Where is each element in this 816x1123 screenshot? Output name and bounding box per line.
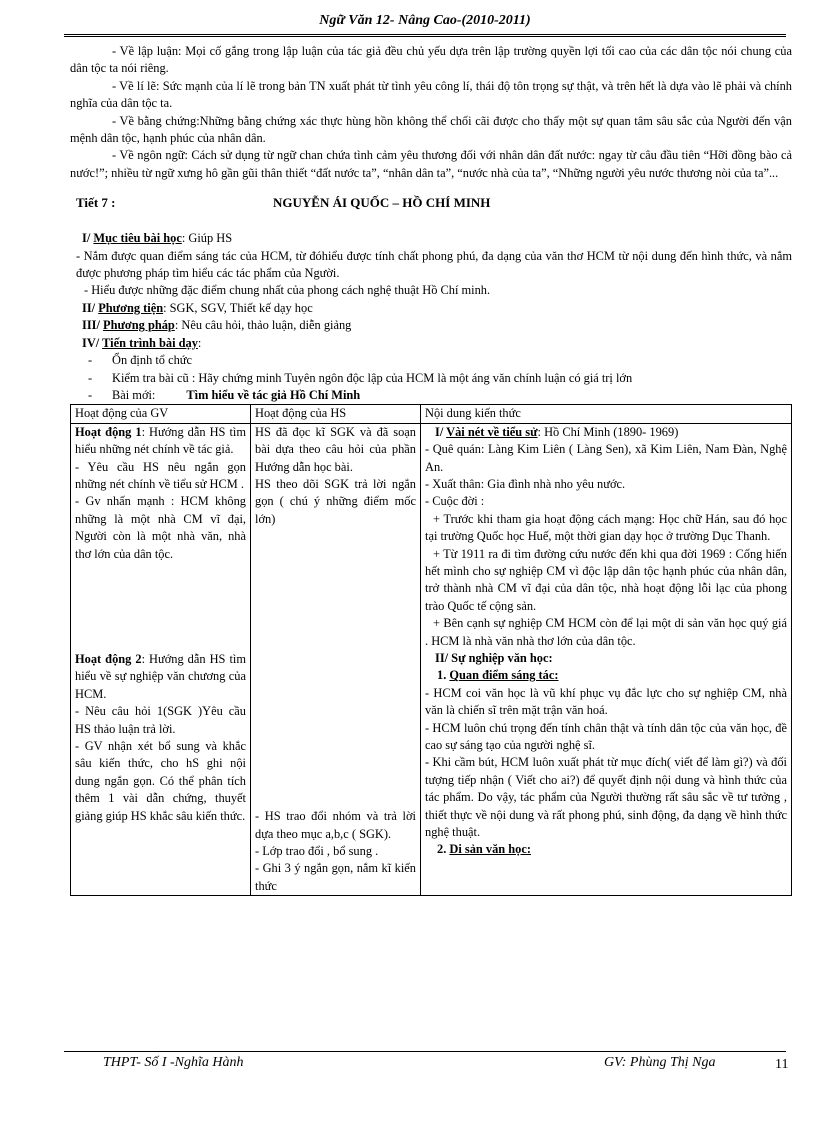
process-steps [70,352,792,404]
content-item: + Trước khi tham gia hoạt động cách mạng: Học chữ Hán, sau đó học tại trường Quốc học Huế, một thời gian dạy học ở trường Dục Thanh. [425,511,787,544]
table-header-row [71,405,792,423]
section-1-heading: I/ Vài nét về tiểu sử: Hồ Chí Minh (1890- 1969) [435,424,679,439]
teacher-activities-cell [71,423,251,895]
student-step: HS đã đọc kĩ SGK và đã soạn bài dựa theo câu hỏi của phần Hướng dẫn học bài. [255,424,416,474]
method-line: III/ Phương pháp: Nêu câu hỏi, thảo luận, diễn giảng [82,318,352,333]
column-header: Hoạt động của GV [71,405,251,423]
teacher-step: - Gv nhấn mạnh : HCM không những là một nhà CM vĩ đại, Người còn là một nhà văn, nhà thơ lớn của dân tộc. [75,494,246,561]
activity-2: Hoạt động 2: Hướng dẫn HS tìm hiểu về sự nghiệp văn chương của HCM. [75,651,246,701]
process-step: - Kiểm tra bài cũ : Hãy chứng minh Tuyên ngôn độc lập của HCM là một áng văn chính luận có giá trị lớn [70,370,792,387]
content-item: - HCM luôn chú trọng đến tính chân thật và tính dân tộc của văn học, đề cao sự sáng tạo của người nghệ sĩ. [425,720,787,753]
content-item: - Cuộc đời : [425,494,485,509]
student-step: - Ghi 3 ý ngắn gọn, nắm kĩ kiến thức [255,861,416,893]
content-item: + Bên cạnh sự nghiệp CM HCM còn để lại một di sản văn học quý giá . HCM là nhà văn nhà thơ lớn của dân tộc. [425,616,787,648]
column-header: Hoạt động của HS [251,405,421,423]
new-lesson-line: - Bài mới: Tìm hiểu về tác giả Hồ Chí Minh [70,387,792,404]
subsection-1-heading: 1. Quan điểm sáng tác: [437,668,559,683]
header-rule [64,34,786,37]
intro-paragraph: - Về ngôn ngữ: Cách sử dụng từ ngữ chan chứa tình cảm yêu thương đối với nhân dân đất nước: ngay từ câu đầu tiên “Hỡi đồng bào cả nước!”; nhiều từ ngữ xưng hô gần gũi thân thiết “đất nước ta”, “nhân dân ta”, “nước nhà của ta”, “Những người yêu nước thương nòi của ta”... [70,148,792,180]
table-row [71,423,792,895]
footer-teacher: GV: Phùng Thị Nga [604,1055,716,1070]
knowledge-content-cell [421,423,792,895]
content-item: - HCM coi văn học là vũ khí phục vụ đắc lực cho sự nghiệp CM, nhà văn là chiến sĩ trên mặt trận văn hoá. [425,685,787,718]
content-item: - Quê quán: Làng Kim Liên ( Làng Sen), xã Kim Liên, Nam Đàn, Nghệ An. [425,442,787,474]
student-step: - HS trao đổi nhóm và trả lời dựa theo mục a,b,c ( SGK). [255,809,416,841]
objective-item: - Nắm được quan điểm sáng tác của HCM, từ đóhiểu được tính chất phong phú, đa dạng của văn thơ HCM từ nội dung đến hình thức, và nắm được phương pháp tìm hiểu các tác phẩm của Người. [76,248,792,281]
process-heading: IV/ Tiến trình bài dạy: [82,335,202,350]
teacher-step: - Yêu cầu HS nêu ngắn gọn những nét chính về tiểu sử HCM . [75,459,246,491]
teacher-step: - GV nhận xét bổ sung và khắc sâu kiến thức, cho hS ghi nội dung ngắn gọn. Có thể phân tích thêm 1 vài dẫn chứng, thuyết giảng giúp HS khắc sâu kiến thức. [75,739,246,823]
intro-paragraph: - Về lập luận: Mọi cố gắng trong lập luận của tác giả đều chủ yếu dựa trên lập trường quyền lợi tối cao của các dân tộc nói chung của dân tộc ta nói riêng. [70,44,792,76]
page-header: Ngữ Văn 12- Nâng Cao-(2010-2011) [319,13,531,28]
content-item: - Xuất thân: Gia đình nhà nho yêu nước. [425,476,626,491]
content-item: - Khi cầm bút, HCM luôn xuất phát từ mục đích( viết để làm gì?) và đối tượng tiếp nhận ( Viết cho ai?) để quyết định nội dung và hình thức của tác phẩm. Do vậy, tác phẩm của Người thường rất sâu sắc về tư tưởng , thiết thực về nội dung và rất phong phú, sinh động, đa dạng về hình thức nghệ thuật. [425,755,787,840]
footer-school: THPT- Số I -Nghĩa Hành [103,1055,244,1070]
column-header: Nội dung kiến thức [421,405,792,423]
activity-1: Hoạt động 1: Hướng dẫn HS tìm hiểu những nét chính về tác giả. [75,424,246,457]
footer-rule [64,1051,786,1052]
content-item: + Từ 1911 ra đi tìm đường cứu nước đến khi qua đời 1969 : Cống hiến hết mình cho sự nghiệp CM vì độc lập dân tộc hạnh phúc của nhân dân, trở thành nhà CM vĩ đại của dân tộc, nhà hoạt động lỗi lạc của phong trào Quốc tế cộng sản. [425,546,787,613]
lesson-number: Tiết 7 : [76,195,116,211]
means-line: II/ Phương tiện: SGK, SGV, Thiết kế dạy học [82,300,313,315]
intro-paragraph: - Về lí lẽ: Sức mạnh của lí lẽ trong bản TN xuất phát từ tình yêu công lí, thái độ tôn trọng sự thật, và trên hết là dựa vào lẽ phải và chính nghĩa của dân tộc ta. [70,78,792,111]
objectives-heading: I/ Mục tiêu bài học: Giúp HS [82,231,233,246]
lesson-title: NGUYỄN ÁI QUỐC – HỒ CHÍ MINH [273,195,491,211]
objective-item: - Hiểu được những đặc điểm chung nhất của phong cách nghệ thuật Hồ Chí minh. [84,283,491,298]
section-2-heading: II/ Sự nghiệp văn học: [435,651,553,665]
subsection-2-heading: 2. Di sản văn học: [437,842,531,857]
student-step: - Lớp trao đổi , bổ sung . [255,843,379,858]
intro-paragraph: - Về bằng chứng:Những bằng chứng xác thực hùng hồn không thể chối cãi được cho thấy một sự quan tâm sâu sắc của Người đến vận mệnh dân tộc, hạnh phúc của nhân dân. [70,113,792,146]
page-content [70,43,792,896]
student-activities-cell [251,423,421,895]
teacher-step: - Nêu câu hỏi 1(SGK )Yêu cầu HS thảo luận trả lời. [75,704,246,736]
lesson-table [70,404,792,896]
page-number: 11 [775,1057,789,1072]
lesson-title-row [70,194,792,216]
process-step: - Ổn định tổ chức [70,352,792,369]
student-step: HS theo dõi SGK trả lời ngắn gọn ( chú ý những điểm mốc lớn) [255,476,416,526]
